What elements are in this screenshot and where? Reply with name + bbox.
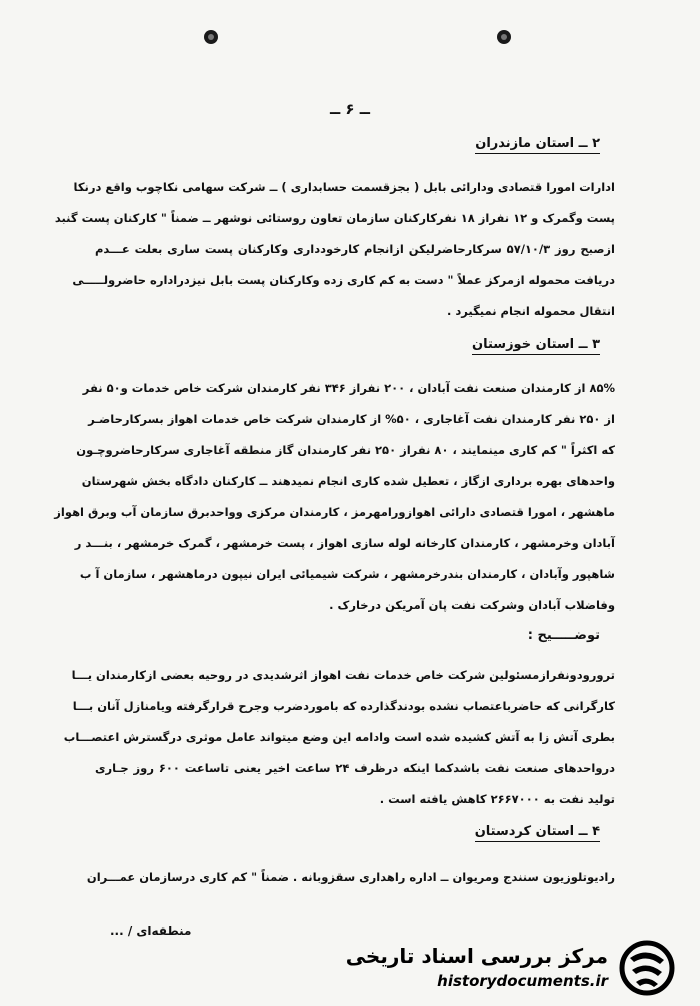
body-line: درواحدهای صنعت نفت باشدکما اینکه درظرف ۲۴ ساعت اخیر یعنی تاساعت ۶۰۰ روز جـاری bbox=[95, 761, 615, 775]
watermark-title: مرکز بررسی اسناد تاریخی bbox=[345, 944, 608, 968]
body-line: آبادان وخرمشهر ، کارمندان کارخانه لوله سازی اهواز ، پست خرمشهر ، گمرک خرمشهر ، بنـــد ر bbox=[74, 536, 615, 550]
body-line: رادیوتلوزیون سنندج ومریوان ــ اداره راهداری سقزوبانه . ضمناً " کم کاری درسازمان عمـــران bbox=[86, 870, 615, 884]
body-line: وفاضلاب آبادان وشرکت نفت پان آمریکن درخارک . bbox=[329, 598, 615, 612]
section-heading-mazandaran: ۲ ــ استان مازندران bbox=[475, 136, 600, 154]
body-line: ۸۵% از کارمندان صنعت نفت آبادان ، ۲۰۰ نفراز ۳۴۶ نفر کارمندان شرکت خاص خدمات و۵۰ نفر bbox=[82, 381, 615, 395]
punch-hole-left bbox=[204, 30, 218, 44]
page-number: ــ ۶ ــ bbox=[329, 100, 371, 118]
section-body-mazandaran bbox=[54, 172, 615, 327]
body-line: ادارات امورا قتصادی ودارائی بابل ( بجزقسمت حسابداری ) ــ شرکت سهامی نکاچوب واقع درنکا bbox=[73, 180, 615, 194]
body-line: که اکثراً " کم کاری مینمایند ، ۸۰ نفراز ۲۵۰ نفر کارمندان گاز منطقه آغاجاری سرکارحاضروچـون bbox=[76, 443, 615, 457]
footer-continuation-note: منطقه‌ای / ... bbox=[110, 924, 192, 938]
body-line: انتقال محموله انجام نمیگیرد . bbox=[447, 304, 615, 318]
body-line: شاهپور وآبادان ، کارمندان بندرخرمشهر ، شرکت شیمیائی ایران نیپون درماهشهر ، سازمان آ ب bbox=[79, 567, 615, 581]
body-line: ترورودونفرازمسئولین شرکت خاص خدمات نفت اهواز اثرشدیدی در روحیه بعضی ازکارمندان یـــا bbox=[71, 668, 615, 682]
body-line: از ۲۵۰ نفر کارمندان نفت آغاجاری ، ۵۰% از کارمندان شرکت خاص خدمات اهواز بسرکارحاضـر bbox=[88, 412, 615, 426]
body-line: واحدهای بهره برداری ازگاز ، تعطیل شده کاری انجام نمیدهند ــ کارکنان دادگاه بخش شهرستان bbox=[81, 474, 615, 488]
section-heading-note: توضـــــیح : bbox=[527, 628, 600, 643]
section-heading-kurdistan: ۴ ــ استان کردستان bbox=[475, 824, 600, 842]
body-line: دریافت محموله ازمرکز عملاً " دست به کم کاری زده وکارکنان پست بابل نیزدراداره حاضرولـــــی bbox=[72, 273, 615, 287]
section-body-kurdistan bbox=[86, 862, 615, 893]
watermark-url: historydocuments.ir bbox=[437, 972, 608, 990]
section-body-khuzestan bbox=[54, 373, 615, 621]
body-line: ماهشهر ، امورا قتصادی دارائی اهوازورامهرمز ، کارمندان مرکزی وواحدبرق سازمان آب وبرق اهواز bbox=[54, 505, 615, 519]
watermark bbox=[345, 940, 678, 996]
body-line: بطری آتش زا به آتش کشیده شده است وادامه این وضع میتواند عامل موثری درگسترش اعتصـــاب bbox=[63, 730, 615, 744]
archive-logo-icon bbox=[616, 940, 678, 996]
section-heading-khuzestan: ۳ ــ استان خوزستان bbox=[472, 337, 600, 355]
section-body-note bbox=[63, 660, 615, 815]
body-line: پست وگمرک و ۱۲ نفراز ۱۸ نفرکارکنان سازمان تعاون روستائی نوشهر ــ ضمناً " کارکنان پست گنبد bbox=[54, 211, 615, 225]
body-line: کارگرانی که حاضرباعتصاب نشده بودندگذارده که باموردضرب وجرح قرارگرفته ویامنازل آنان بـــا bbox=[72, 699, 615, 713]
body-line: تولید نفت به ۲۶۶۷۰۰۰ کاهش یافته است . bbox=[379, 792, 615, 806]
body-line: ازصبح روز ۵۷/۱۰/۳ سرکارحاضرلیکن ازانجام کارخودداری وکارکنان پست ساری بعلت عـــدم bbox=[95, 242, 615, 256]
punch-hole-right bbox=[497, 30, 511, 44]
